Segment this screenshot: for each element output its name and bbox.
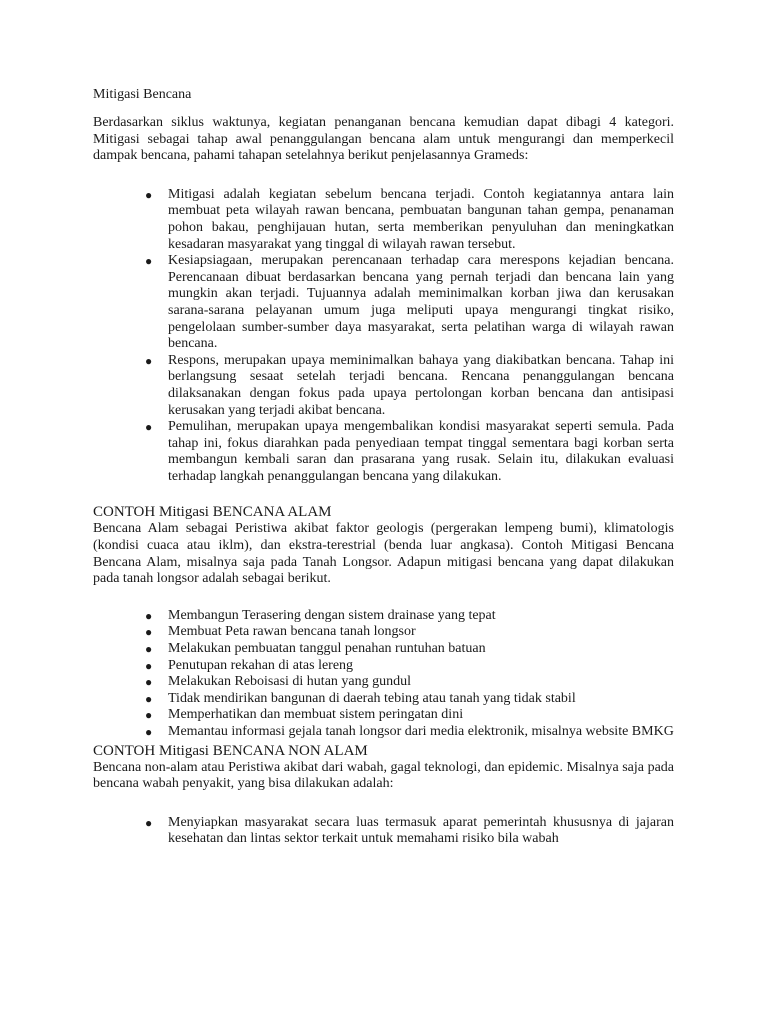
bullet-icon: ●: [145, 353, 153, 368]
bullet-icon: ●: [145, 420, 153, 435]
list-item-text: Memantau informasi gejala tanah longsor dari media elektronik, misalnya website BMKG: [168, 724, 674, 739]
list-item-text: Penutupan rekahan di atas lereng: [168, 657, 354, 673]
list-item-text: Pemulihan, merupakan upaya mengembalikan kondisi masyarakat seperti semula. Pada tahap ini, fokus diarahkan pada penyediaan tempat tinggal sementara bagi korban serta membangun kembali saran dan prasarana yang rusak. Selain itu, dilakukan evaluasi terhadap langkah penanggulangan bencana yang dilakukan.: [168, 419, 674, 484]
list-item: [145, 814, 674, 848]
list-item-text: Respons, merupakan upaya meminimalkan bahaya yang diakibatkan bencana. Tahap ini berlangsung sesaat setelah terjadi bencana. Rencana penanggulangan bencana dilaksanakan dengan fokus pada upaya pertolongan korban bencana dan antisipasi kerusakan yang terjadi akibat bencana.: [168, 352, 674, 418]
list-item: [145, 674, 674, 691]
list-item: [145, 352, 674, 419]
bullet-icon: ●: [145, 691, 153, 706]
list-item-text: Memperhatikan dan membuat sistem peringatan dini: [168, 707, 464, 723]
list-item: [145, 657, 674, 675]
section-heading-non-alam: CONTOH Mitigasi BENCANA NON ALAM: [93, 742, 368, 759]
list-item: [145, 607, 674, 625]
document-page: [93, 86, 674, 848]
list-item: [145, 690, 674, 708]
list-item: [145, 624, 674, 641]
list-item-text: Melakukan pembuatan tanggul penahan runtuhan batuan: [168, 641, 486, 657]
document-title: Mitigasi Bencana: [93, 87, 192, 102]
bullet-icon: ●: [145, 675, 153, 690]
list-item-text: Mitigasi adalah kegiatan sebelum bencana terjadi. Contoh kegiatannya antara lain membuat peta wilayah rawan bencana, pembuatan bangunan tahan gempa, penanaman pohon bakau, penghijauan hutan, serta memberikan penyuluhan dan meningkatkan kesadaran masyarakat yang tinggal di wilayah rawan tersebut.: [168, 186, 674, 252]
list-item-text: Membuat Peta rawan bencana tanah longsor: [168, 624, 416, 640]
section-heading-alam: CONTOH Mitigasi BENCANA ALAM: [93, 504, 332, 521]
list-item-text: Menyiapkan masyarakat secara luas termasuk aparat pemerintah khususnya di jajaran kesehatan dan lintas sektor terkait untuk memahami risiko bila wabah: [168, 814, 674, 847]
list-item: [145, 253, 674, 353]
epidemic-mitigation-list: [93, 815, 674, 848]
bullet-icon: ●: [145, 608, 153, 623]
bullet-icon: ●: [145, 254, 153, 269]
list-item-text: Melakukan Reboisasi di hutan yang gundul: [168, 674, 412, 690]
list-item: [145, 641, 674, 658]
bullet-icon: ●: [145, 725, 153, 739]
bullet-icon: ●: [145, 815, 153, 830]
bullet-icon: ●: [145, 187, 153, 202]
list-item: [145, 419, 674, 485]
landslide-mitigation-list: [93, 608, 674, 741]
bullet-icon: ●: [145, 625, 153, 640]
list-item-text: Tidak mendirikan bangunan di daerah tebing atau tanah yang tidak stabil: [168, 690, 576, 706]
intro-paragraph: Berdasarkan siklus waktunya, kegiatan penanganan bencana kemudian dapat dibagi 4 kategori. Mitigasi sebagai tahap awal penanggulangan bencana alam untuk mengurangi dan memperkecil dampak bencana, pahami tahapan setelahnya berikut penjelasannya Grameds:: [93, 115, 674, 164]
bullet-icon: ●: [145, 708, 153, 723]
list-item: [145, 186, 674, 253]
section-paragraph-non-alam: Bencana non-alam atau Peristiwa akibat dari wabah, gagal teknologi, dan epidemic. Misalnya saja pada bencana wabah penyakit, yang bisa dilakukan adalah:: [93, 759, 674, 792]
list-item: [145, 707, 674, 724]
phase-list: [93, 187, 674, 486]
bullet-icon: ●: [145, 658, 153, 673]
list-item-text: Kesiapsiagaan, merupakan perencanaan terhadap cara merespons kejadian bencana. Perencanaan dibuat berdasarkan bencana yang pernah terjadi dan bencana lain yang mungkin akan terjadi. Tujuannya adalah meminimalkan korban jiwa dan kerusakan sarana-sarana pelayanan umum juga meliputi upaya mengurangi tingkat risiko, pengelolaan sumber-sumber daya masyarakat, serta pelatihan warga di wilayah rawan bencana.: [168, 253, 674, 352]
section-paragraph-alam: Bencana Alam sebagai Peristiwa akibat faktor geologis (pergerakan lempeng bumi), klimatologis (kondisi cuaca atau iklm), dan ekstra-terestrial (benda luar angkasa). Contoh Mitigasi Bencana Bencana Alam, misalnya saja pada Tanah Longsor. Adapun mitigasi bencana yang dapat dilakukan pada tanah longsor adalah sebagai berikut.: [93, 521, 674, 587]
bullet-icon: ●: [145, 642, 153, 657]
list-item: [145, 724, 674, 741]
list-item-text: Membangun Terasering dengan sistem drainase yang tepat: [168, 607, 496, 623]
